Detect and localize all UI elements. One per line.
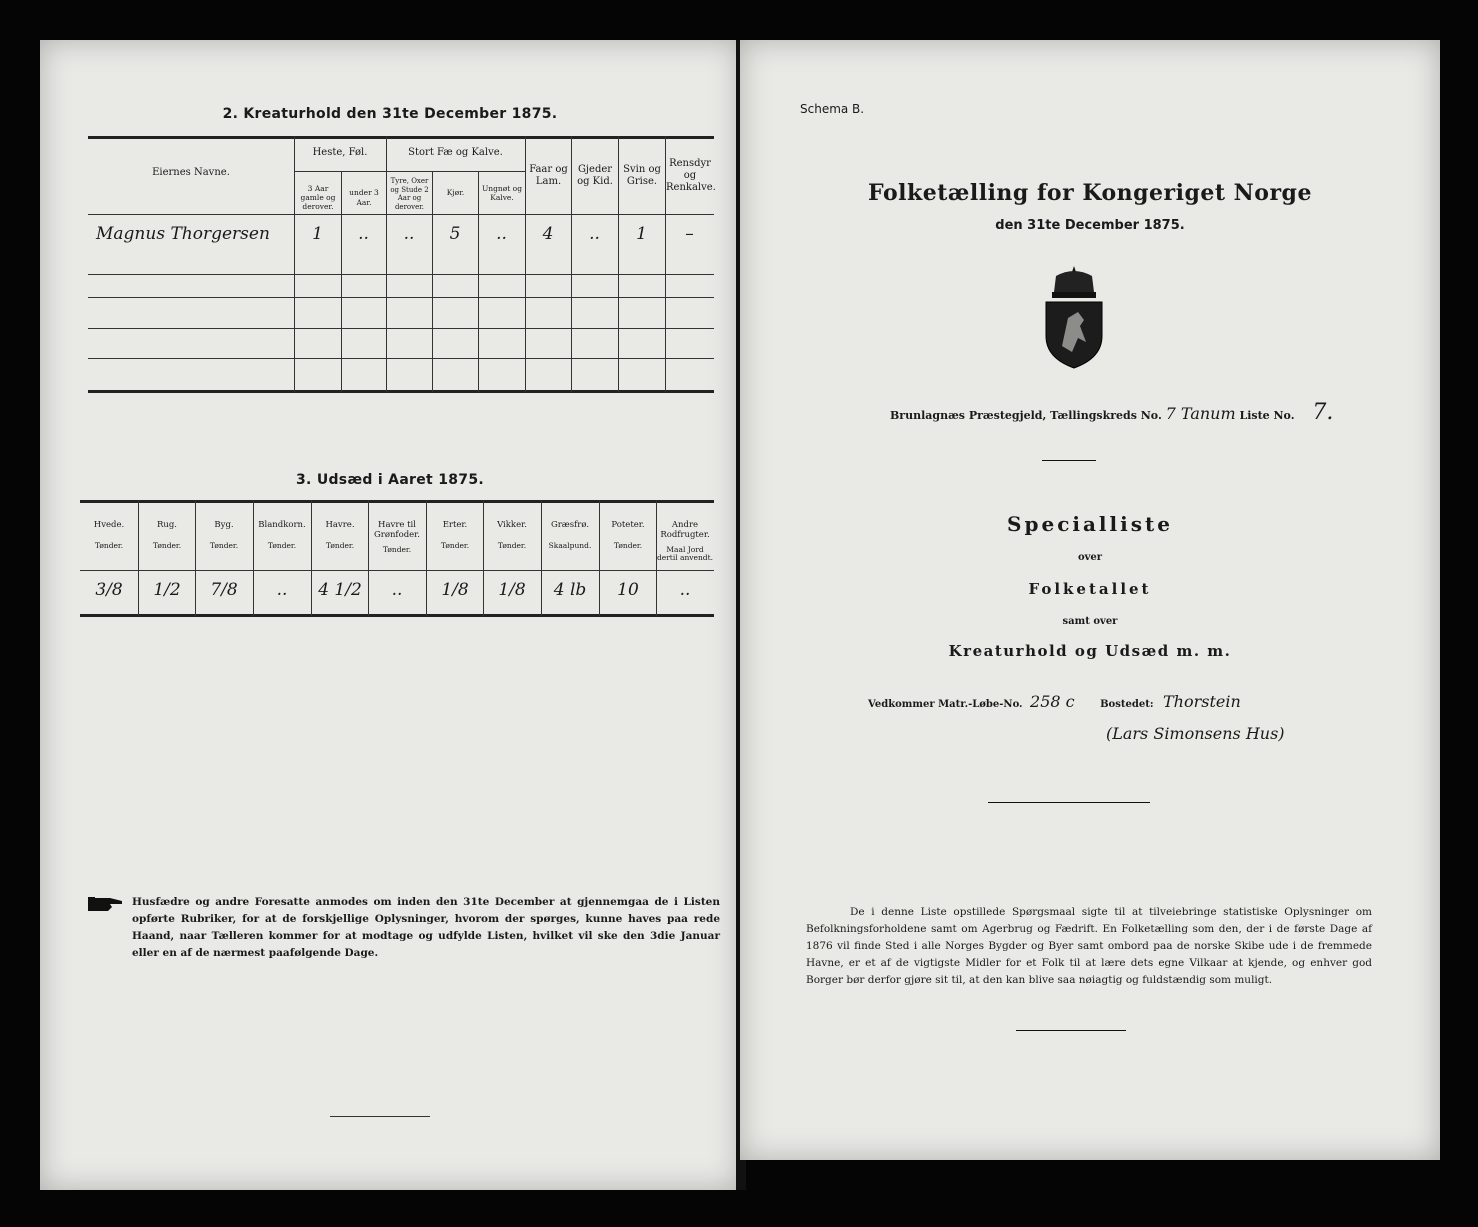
sowing-value: 1/2	[153, 580, 181, 600]
kreaturhold-heading: Kreaturhold og Udsæd m. m.	[948, 642, 1232, 660]
specialliste-heading: Specialliste	[1007, 512, 1173, 536]
sowing-col-header: Blandkorn.	[258, 520, 306, 530]
census-date: den 31te December 1875.	[995, 218, 1185, 233]
sowing-col-unit: Tønder.	[382, 545, 412, 554]
owner-name: Magnus Thorgersen	[96, 224, 270, 244]
sowing-top-rule	[80, 500, 714, 503]
sowing-value: ..	[276, 580, 288, 600]
col-pigs: Svin og Grise.	[623, 164, 661, 187]
divider-1	[1042, 460, 1096, 461]
sowing-value: 4 lb	[553, 580, 587, 600]
sowing-col-unit: Tønder.	[152, 541, 182, 550]
footer-text: De i denne Liste opstillede Spørgsmaal sigte til at tilveiebringe statistiske Oplysninger om Befolkningsforholdene samt om Agerbrug og Fædrift. En Folketælling som den, der i de første Dage af 1876 vil finde Sted i alle Norges Bygder og Byer samt ombord paa de norske Skibe ude i de fremmede Havne, er et af de vigtigste Midler for et Folk til at lære dets egne Vilkaar at kjende, og enhver god Borger bør derfor gjøre sit til, at den kan blive saa nøiagtig og fuldstændig som muligt.	[806, 906, 1372, 986]
sowing-col-unit: Maal Jord dertil anvendt.	[656, 545, 714, 562]
notice-text: Husfædre og andre Foresatte anmodes om inden den 31te December at gjennemgaa de i Listen opførte Rubriker, for at de forskjellige Oplysninger, hvorom der spørges, kunne haves paa rede Haand, naar Tælleren kommer for at modtage og udfylde Listen, hvilket vil ske den 3die Januar eller en af de nærmest paafølgende Dage.	[132, 896, 720, 959]
livestock-header-rule	[88, 214, 714, 215]
sowing-col-unit: Skaalpund.	[548, 541, 592, 550]
sowing-col-unit: Tønder.	[497, 541, 527, 550]
sowing-value: 1/8	[441, 580, 469, 600]
val-cattle-cows: 5	[449, 224, 461, 244]
samt-over-text: samt over	[1062, 616, 1118, 627]
pointing-hand-icon	[88, 894, 124, 914]
col-reindeer: Rensdyr og Renkalve.	[666, 158, 716, 193]
livestock-title: 2. Kreaturhold den 31te December 1875.	[222, 106, 558, 122]
matr-line	[868, 692, 1241, 711]
val-cattle-young: ..	[496, 224, 507, 244]
val-pigs: 1	[636, 224, 647, 244]
col-horses-header: Heste, Føl.	[312, 147, 368, 158]
right-page	[740, 40, 1440, 1160]
val-sheep: 4	[542, 224, 554, 244]
sowing-col-header: Havre.	[325, 520, 355, 530]
main-title: Folketælling for Kongeriget Norge	[868, 180, 1312, 206]
col-horses-young: under 3 Aar.	[349, 188, 379, 207]
sowing-col-header: Poteter.	[611, 520, 645, 530]
sowing-value: ..	[679, 580, 691, 600]
col-cattle-bulls: Tyre, Oxer og Stude 2 Aar og derover.	[390, 177, 429, 211]
bosted-value: Thorstein	[1163, 692, 1241, 711]
val-cattle-bulls: ..	[403, 224, 415, 244]
matr-label: Vedkommer Matr.-Løbe-No.	[868, 699, 1023, 710]
val-horses-young: ..	[358, 224, 369, 244]
col-horses-old: 3 Aar gamle og derover.	[300, 184, 336, 211]
sowing-value: 7/8	[210, 580, 238, 600]
liste-value: 7.	[1312, 400, 1334, 425]
sowing-bottom-rule	[80, 614, 714, 617]
divider-3	[1016, 1030, 1126, 1031]
col-cattle-young: Ungnøt og Kalve.	[481, 184, 522, 202]
sowing-value: ..	[391, 580, 403, 600]
sowing-col-unit: Tønder.	[94, 541, 124, 550]
sowing-value: 10	[617, 580, 639, 600]
divider-2	[988, 802, 1150, 803]
sowing-col-header: Havre til Grønfoder.	[373, 520, 420, 540]
folketallet-heading: Folketallet	[1028, 580, 1152, 598]
sowing-col-unit: Tønder.	[440, 541, 470, 550]
sowing-value: 1/8	[498, 580, 526, 600]
sowing-col-header: Andre Rodfrugter.	[660, 520, 710, 540]
sowing-col-unit: Tønder.	[613, 541, 643, 550]
livestock-top-rule	[88, 136, 714, 139]
sowing-col-unit: Tønder.	[209, 541, 239, 550]
sowing-title: 3. Udsæd i Aaret 1875.	[295, 472, 485, 488]
kreds-label: Tællingskreds No.	[1050, 409, 1162, 422]
col-sheep: Faar og Lam.	[529, 164, 568, 187]
sowing-col-unit: Tønder.	[267, 541, 297, 550]
matr-value: 258 c	[1030, 692, 1075, 711]
sowing-col-header: Vikker.	[497, 520, 527, 530]
kreds-value: 7 Tanum	[1165, 404, 1236, 423]
sowing-col-header: Hvede.	[93, 520, 125, 530]
val-horses-old: 1	[312, 224, 323, 244]
schema-label: Schema B.	[800, 102, 865, 116]
parish-line	[890, 400, 1333, 425]
liste-label: Liste No.	[1239, 409, 1295, 422]
col-cattle-cows: Kjør.	[446, 188, 465, 197]
bosted-note: (Lars Simonsens Hus)	[1106, 724, 1285, 743]
sowing-col-header: Rug.	[156, 520, 178, 530]
sowing-col-header: Byg.	[214, 520, 234, 530]
bosted-label: Bostedet:	[1100, 699, 1154, 710]
col-owner-header: Eiernes Navne.	[152, 167, 230, 178]
sowing-value: 3/8	[95, 580, 123, 600]
left-footer-rule	[330, 1116, 430, 1117]
prestegjeld-label: Præstegjeld,	[968, 409, 1047, 422]
over-text: over	[1077, 552, 1103, 563]
sowing-col-header: Erter.	[442, 520, 468, 530]
val-reindeer: –	[685, 224, 694, 244]
col-goats: Gjeder og Kid.	[577, 164, 613, 187]
sowing-col-header: Græsfrø.	[550, 520, 590, 530]
livestock-bottom-rule	[88, 390, 714, 393]
sowing-col-unit: Tønder.	[325, 541, 355, 550]
coat-of-arms-emblem	[1038, 264, 1110, 370]
col-cattle-header: Stort Fæ og Kalve.	[408, 147, 503, 158]
val-goats: ..	[589, 224, 600, 244]
left-page	[40, 40, 740, 1190]
parish-name: Brunlagnæs	[890, 409, 966, 422]
sowing-value: 4 1/2	[318, 580, 362, 600]
